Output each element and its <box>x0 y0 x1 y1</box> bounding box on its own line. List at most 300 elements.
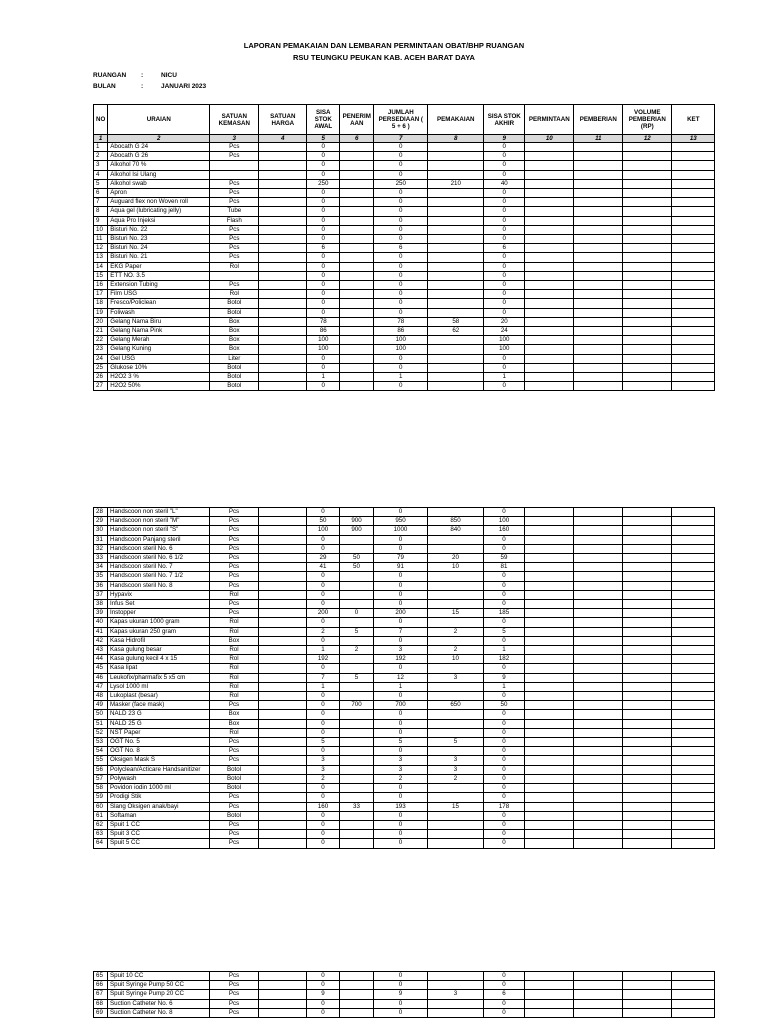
cell-satuan-harga <box>259 299 307 308</box>
cell-no: 56 <box>94 765 108 774</box>
cell-permintaan <box>525 728 574 737</box>
cell-penerimaan <box>340 336 374 345</box>
cell-penerimaan <box>340 161 374 170</box>
cell-sisa-stok-akhir: 40 <box>484 179 525 188</box>
cell-satuan-kemasan: Pcs <box>210 563 259 572</box>
cell-pemakaian <box>428 1008 484 1017</box>
cell-jumlah-persediaan: 78 <box>374 317 428 326</box>
cell-sisa-stok-akhir: 1 <box>484 373 525 382</box>
cell-pemakaian <box>428 572 484 581</box>
cell-satuan-kemasan: Pcs <box>210 990 259 999</box>
cell-satuan-kemasan: Pcs <box>210 756 259 765</box>
cell-pemakaian <box>428 244 484 253</box>
cell-satuan-kemasan: Botol <box>210 382 259 391</box>
cell-satuan-harga <box>259 382 307 391</box>
cell-ket <box>672 609 715 618</box>
cell-sisa-stok-akhir: 50 <box>484 701 525 710</box>
cell-no: 64 <box>94 839 108 848</box>
cell-sisa-stok-akhir: 160 <box>484 526 525 535</box>
cell-pemberian <box>574 170 623 179</box>
cell-pemberian <box>574 981 623 990</box>
cell-sisa-stok-awal: 0 <box>307 189 340 198</box>
cell-ket <box>672 664 715 673</box>
cell-permintaan <box>525 1008 574 1017</box>
cell-no: 11 <box>94 235 108 244</box>
table-row <box>94 830 715 839</box>
cell-jumlah-persediaan: 3 <box>374 765 428 774</box>
table-row <box>94 627 715 636</box>
cell-sisa-stok-awal: 0 <box>307 581 340 590</box>
table-row <box>94 271 715 280</box>
cell-permintaan <box>525 981 574 990</box>
cell-permintaan <box>525 271 574 280</box>
cell-satuan-kemasan <box>210 161 259 170</box>
cell-uraian: Spuit 5 CC <box>108 839 210 848</box>
cell-sisa-stok-awal: 0 <box>307 618 340 627</box>
cell-pemberian <box>574 508 623 517</box>
cell-sisa-stok-awal: 29 <box>307 554 340 563</box>
cell-sisa-stok-awal: 1 <box>307 373 340 382</box>
cell-satuan-kemasan: Box <box>210 719 259 728</box>
cell-uraian: NALD 23 G <box>108 710 210 719</box>
cell-jumlah-persediaan: 91 <box>374 563 428 572</box>
cell-pemakaian <box>428 354 484 363</box>
cell-satuan-harga <box>259 508 307 517</box>
cell-pemakaian <box>428 784 484 793</box>
cell-satuan-kemasan: Rol <box>210 646 259 655</box>
cell-penerimaan <box>340 299 374 308</box>
cell-pemakaian: 15 <box>428 609 484 618</box>
table-row <box>94 646 715 655</box>
cell-sisa-stok-akhir: 0 <box>484 354 525 363</box>
cell-pemakaian <box>428 535 484 544</box>
cell-satuan-kemasan: Pcs <box>210 281 259 290</box>
table-row <box>94 253 715 262</box>
cell-permintaan <box>525 382 574 391</box>
cell-sisa-stok-awal: 0 <box>307 719 340 728</box>
cell-no: 8 <box>94 207 108 216</box>
cell-satuan-kemasan: Rol <box>210 692 259 701</box>
cell-satuan-harga <box>259 784 307 793</box>
cell-satuan-harga <box>259 336 307 345</box>
cell-uraian: H2O2 3 % <box>108 373 210 382</box>
cell-pemberian <box>574 581 623 590</box>
cell-pemberian <box>574 747 623 756</box>
cell-satuan-kemasan: Pcs <box>210 572 259 581</box>
cell-sisa-stok-akhir: 0 <box>484 581 525 590</box>
cell-pemberian <box>574 673 623 682</box>
cell-sisa-stok-akhir: 100 <box>484 517 525 526</box>
cell-permintaan <box>525 189 574 198</box>
cell-pemberian <box>574 308 623 317</box>
cell-jumlah-persediaan: 0 <box>374 747 428 756</box>
cell-uraian: Leukofix/pharmafix 5 x5 cm <box>108 673 210 682</box>
cell-sisa-stok-akhir: 0 <box>484 572 525 581</box>
cell-jumlah-persediaan: 0 <box>374 271 428 280</box>
header-uraian: URAIAN <box>108 105 210 135</box>
cell-permintaan <box>525 161 574 170</box>
cell-pemberian <box>574 281 623 290</box>
cell-pemakaian: 2 <box>428 646 484 655</box>
cell-satuan-kemasan: Pcs <box>210 179 259 188</box>
cell-pemakaian: 2 <box>428 774 484 783</box>
cell-permintaan <box>525 308 574 317</box>
cell-penerimaan <box>340 581 374 590</box>
cell-no: 4 <box>94 170 108 179</box>
cell-jumlah-persediaan: 200 <box>374 609 428 618</box>
cell-no: 49 <box>94 701 108 710</box>
cell-no: 6 <box>94 189 108 198</box>
cell-uraian: NALD 25 G <box>108 719 210 728</box>
cell-jumlah-persediaan: 0 <box>374 225 428 234</box>
table-row <box>94 308 715 317</box>
cell-uraian: Gel USG <box>108 354 210 363</box>
cell-no: 69 <box>94 1008 108 1017</box>
cell-uraian: Abocath G 26 <box>108 152 210 161</box>
cell-uraian: Prodigi Stik <box>108 793 210 802</box>
cell-jumlah-persediaan: 0 <box>374 999 428 1008</box>
cell-satuan-harga <box>259 554 307 563</box>
cell-sisa-stok-akhir: 0 <box>484 820 525 829</box>
cell-penerimaan <box>340 600 374 609</box>
cell-no: 54 <box>94 747 108 756</box>
cell-sisa-stok-akhir: 0 <box>484 664 525 673</box>
cell-penerimaan <box>340 747 374 756</box>
cell-permintaan <box>525 738 574 747</box>
cell-satuan-kemasan: Flash <box>210 216 259 225</box>
cell-sisa-stok-awal: 0 <box>307 170 340 179</box>
cell-sisa-stok-akhir: 0 <box>484 999 525 1008</box>
cell-pemberian <box>574 728 623 737</box>
table-row <box>94 373 715 382</box>
cell-no: 25 <box>94 363 108 372</box>
header-sisa-stok-awal: SISA STOK AWAL <box>307 105 340 135</box>
cell-ket <box>672 981 715 990</box>
cell-satuan-harga <box>259 719 307 728</box>
cell-jumlah-persediaan: 0 <box>374 581 428 590</box>
cell-sisa-stok-akhir: 0 <box>484 535 525 544</box>
cell-pemakaian: 3 <box>428 673 484 682</box>
cell-penerimaan <box>340 692 374 701</box>
cell-jumlah-persediaan: 0 <box>374 981 428 990</box>
cell-jumlah-persediaan: 192 <box>374 655 428 664</box>
cell-satuan-kemasan: Botol <box>210 765 259 774</box>
cell-penerimaan: 5 <box>340 627 374 636</box>
cell-satuan-harga <box>259 765 307 774</box>
cell-sisa-stok-akhir: 0 <box>484 161 525 170</box>
cell-jumlah-persediaan: 0 <box>374 820 428 829</box>
cell-sisa-stok-awal: 1 <box>307 682 340 691</box>
cell-permintaan <box>525 281 574 290</box>
cell-sisa-stok-akhir: 0 <box>484 152 525 161</box>
cell-sisa-stok-awal: 1 <box>307 646 340 655</box>
cell-pemberian <box>574 179 623 188</box>
cell-volume-pemberian <box>623 189 672 198</box>
cell-penerimaan <box>340 179 374 188</box>
cell-uraian: Kapas ukuran 1000 gram <box>108 618 210 627</box>
table-row <box>94 563 715 572</box>
table-row <box>94 747 715 756</box>
cell-pemakaian <box>428 235 484 244</box>
cell-uraian: Bisturi No. 21 <box>108 253 210 262</box>
cell-permintaan <box>525 216 574 225</box>
cell-volume-pemberian <box>623 990 672 999</box>
cell-jumlah-persediaan: 0 <box>374 535 428 544</box>
table-row <box>94 1008 715 1017</box>
cell-pemberian <box>574 299 623 308</box>
cell-ket <box>672 299 715 308</box>
cell-satuan-kemasan: Rol <box>210 618 259 627</box>
cell-pemakaian <box>428 682 484 691</box>
cell-jumlah-persediaan: 0 <box>374 382 428 391</box>
cell-jumlah-persediaan: 0 <box>374 508 428 517</box>
cell-no: 18 <box>94 299 108 308</box>
table-row <box>94 673 715 682</box>
cell-uraian: Kapas ukuran 250 gram <box>108 627 210 636</box>
cell-uraian: H2O2 50% <box>108 382 210 391</box>
cell-uraian: Glukose 10% <box>108 363 210 372</box>
cell-sisa-stok-akhir: 0 <box>484 382 525 391</box>
cell-volume-pemberian <box>623 327 672 336</box>
cell-no: 68 <box>94 999 108 1008</box>
cell-penerimaan <box>340 1008 374 1017</box>
cell-jumlah-persediaan: 0 <box>374 839 428 848</box>
cell-permintaan <box>525 179 574 188</box>
cell-satuan-harga <box>259 747 307 756</box>
cell-volume-pemberian <box>623 793 672 802</box>
cell-no: 59 <box>94 793 108 802</box>
cell-jumlah-persediaan: 0 <box>374 207 428 216</box>
cell-satuan-kemasan: Rol <box>210 590 259 599</box>
cell-permintaan <box>525 990 574 999</box>
table-row <box>94 802 715 811</box>
table-row <box>94 839 715 848</box>
cell-satuan-kemasan: Pcs <box>210 244 259 253</box>
cell-pemakaian: 840 <box>428 526 484 535</box>
cell-satuan-kemasan: Pcs <box>210 535 259 544</box>
cell-satuan-harga <box>259 308 307 317</box>
cell-sisa-stok-akhir: 0 <box>484 793 525 802</box>
cell-sisa-stok-awal: 6 <box>307 244 340 253</box>
cell-uraian: Gelang Merah <box>108 336 210 345</box>
cell-sisa-stok-akhir: 0 <box>484 253 525 262</box>
cell-sisa-stok-awal: 0 <box>307 508 340 517</box>
cell-satuan-harga <box>259 618 307 627</box>
cell-satuan-kemasan: Botol <box>210 299 259 308</box>
cell-volume-pemberian <box>623 161 672 170</box>
table-row <box>94 701 715 710</box>
cell-jumlah-persediaan: 100 <box>374 336 428 345</box>
cell-uraian: Instopper <box>108 609 210 618</box>
cell-volume-pemberian <box>623 710 672 719</box>
cell-satuan-harga <box>259 354 307 363</box>
cell-satuan-harga <box>259 728 307 737</box>
cell-satuan-kemasan: Pcs <box>210 747 259 756</box>
cell-ket <box>672 673 715 682</box>
table-row <box>94 262 715 271</box>
cell-sisa-stok-awal: 0 <box>307 972 340 981</box>
cell-uraian: Masker (face mask) <box>108 701 210 710</box>
cell-pemakaian <box>428 664 484 673</box>
cell-uraian: Handscoon non steril "M" <box>108 517 210 526</box>
cell-satuan-harga <box>259 526 307 535</box>
cell-ket <box>672 508 715 517</box>
cell-no: 40 <box>94 618 108 627</box>
cell-sisa-stok-akhir: 0 <box>484 216 525 225</box>
cell-jumlah-persediaan: 0 <box>374 618 428 627</box>
cell-penerimaan: 900 <box>340 526 374 535</box>
cell-pemberian <box>574 765 623 774</box>
cell-ket <box>672 999 715 1008</box>
cell-sisa-stok-awal: 0 <box>307 363 340 372</box>
cell-volume-pemberian <box>623 627 672 636</box>
cell-satuan-kemasan: Rol <box>210 673 259 682</box>
cell-satuan-harga <box>259 609 307 618</box>
cell-pemakaian: 62 <box>428 327 484 336</box>
cell-sisa-stok-awal: 0 <box>307 354 340 363</box>
cell-pemakaian <box>428 290 484 299</box>
cell-satuan-harga <box>259 216 307 225</box>
cell-pemberian <box>574 554 623 563</box>
table-row <box>94 170 715 179</box>
cell-pemakaian <box>428 198 484 207</box>
cell-satuan-harga <box>259 563 307 572</box>
cell-satuan-kemasan: Pcs <box>210 999 259 1008</box>
cell-sisa-stok-awal: 0 <box>307 253 340 262</box>
cell-satuan-kemasan: Botol <box>210 373 259 382</box>
cell-sisa-stok-awal: 0 <box>307 281 340 290</box>
cell-satuan-harga <box>259 1008 307 1017</box>
table-row <box>94 719 715 728</box>
cell-permintaan <box>525 581 574 590</box>
column-number-sisa-stok-awal: 5 <box>307 135 340 143</box>
cell-no: 45 <box>94 664 108 673</box>
cell-uraian: NST Paper <box>108 728 210 737</box>
cell-sisa-stok-awal: 0 <box>307 235 340 244</box>
cell-satuan-kemasan: Rol <box>210 262 259 271</box>
cell-sisa-stok-awal: 3 <box>307 756 340 765</box>
cell-sisa-stok-akhir: 100 <box>484 345 525 354</box>
report-table-page1 <box>93 104 715 391</box>
cell-pemakaian <box>428 373 484 382</box>
cell-jumlah-persediaan: 0 <box>374 728 428 737</box>
cell-pemakaian <box>428 170 484 179</box>
cell-pemberian <box>574 198 623 207</box>
room-info <box>93 72 177 79</box>
cell-sisa-stok-akhir: 0 <box>484 830 525 839</box>
cell-penerimaan <box>340 327 374 336</box>
cell-sisa-stok-akhir: 24 <box>484 327 525 336</box>
cell-volume-pemberian <box>623 262 672 271</box>
cell-pemakaian <box>428 308 484 317</box>
cell-sisa-stok-akhir: 0 <box>484 811 525 820</box>
cell-penerimaan <box>340 572 374 581</box>
cell-satuan-harga <box>259 161 307 170</box>
column-number-jumlah-persediaan: 7 <box>374 135 428 143</box>
cell-ket <box>672 290 715 299</box>
cell-pemakaian <box>428 839 484 848</box>
cell-permintaan <box>525 143 574 152</box>
cell-jumlah-persediaan: 0 <box>374 253 428 262</box>
cell-permintaan <box>525 972 574 981</box>
cell-uraian: Abocath G 24 <box>108 143 210 152</box>
column-number-penerimaan: 6 <box>340 135 374 143</box>
cell-volume-pemberian <box>623 554 672 563</box>
cell-pemakaian: 5 <box>428 738 484 747</box>
table-row <box>94 317 715 326</box>
cell-satuan-harga <box>259 636 307 645</box>
cell-uraian: Auguard flex non Woven roll <box>108 198 210 207</box>
cell-ket <box>672 820 715 829</box>
cell-sisa-stok-awal: 192 <box>307 655 340 664</box>
cell-ket <box>672 738 715 747</box>
cell-penerimaan <box>340 784 374 793</box>
cell-no: 19 <box>94 308 108 317</box>
cell-pemberian <box>574 317 623 326</box>
cell-volume-pemberian <box>623 345 672 354</box>
cell-sisa-stok-akhir: 81 <box>484 563 525 572</box>
cell-sisa-stok-awal: 0 <box>307 198 340 207</box>
cell-permintaan <box>525 336 574 345</box>
cell-satuan-harga <box>259 756 307 765</box>
cell-pemakaian: 10 <box>428 655 484 664</box>
cell-no: 3 <box>94 161 108 170</box>
cell-satuan-harga <box>259 839 307 848</box>
cell-pemakaian: 650 <box>428 701 484 710</box>
cell-penerimaan <box>340 728 374 737</box>
cell-sisa-stok-awal: 0 <box>307 225 340 234</box>
cell-permintaan <box>525 345 574 354</box>
header-satuan-kemasan: SATUAN KEMASAN <box>210 105 259 135</box>
cell-uraian: Handscoon steril No. 6 1/2 <box>108 554 210 563</box>
cell-sisa-stok-akhir: 5 <box>484 627 525 636</box>
cell-sisa-stok-akhir: 182 <box>484 655 525 664</box>
table-row <box>94 281 715 290</box>
cell-jumlah-persediaan: 3 <box>374 756 428 765</box>
cell-volume-pemberian <box>623 253 672 262</box>
cell-sisa-stok-akhir: 1 <box>484 682 525 691</box>
cell-no: 61 <box>94 811 108 820</box>
cell-permintaan <box>525 802 574 811</box>
cell-uraian: Gelang Nama Biru <box>108 317 210 326</box>
cell-permintaan <box>525 682 574 691</box>
cell-uraian: Aqua gel (lubricating jelly) <box>108 207 210 216</box>
cell-ket <box>672 363 715 372</box>
cell-sisa-stok-akhir: 0 <box>484 271 525 280</box>
cell-uraian: Handscoon steril No. 8 <box>108 581 210 590</box>
cell-sisa-stok-awal: 7 <box>307 673 340 682</box>
cell-satuan-harga <box>259 373 307 382</box>
cell-penerimaan <box>340 363 374 372</box>
cell-permintaan <box>525 363 574 372</box>
cell-pemakaian <box>428 225 484 234</box>
cell-volume-pemberian <box>623 581 672 590</box>
cell-pemberian <box>574 655 623 664</box>
cell-volume-pemberian <box>623 774 672 783</box>
cell-volume-pemberian <box>623 673 672 682</box>
cell-pemakaian <box>428 336 484 345</box>
cell-sisa-stok-akhir: 20 <box>484 317 525 326</box>
cell-uraian: Infus Set <box>108 600 210 609</box>
table-row <box>94 345 715 354</box>
cell-satuan-kemasan: Pcs <box>210 839 259 848</box>
cell-uraian: Gelang Kuning <box>108 345 210 354</box>
cell-permintaan <box>525 262 574 271</box>
cell-sisa-stok-akhir: 0 <box>484 756 525 765</box>
cell-no: 16 <box>94 281 108 290</box>
cell-uraian: Handscoon non steril "L" <box>108 508 210 517</box>
cell-no: 63 <box>94 830 108 839</box>
